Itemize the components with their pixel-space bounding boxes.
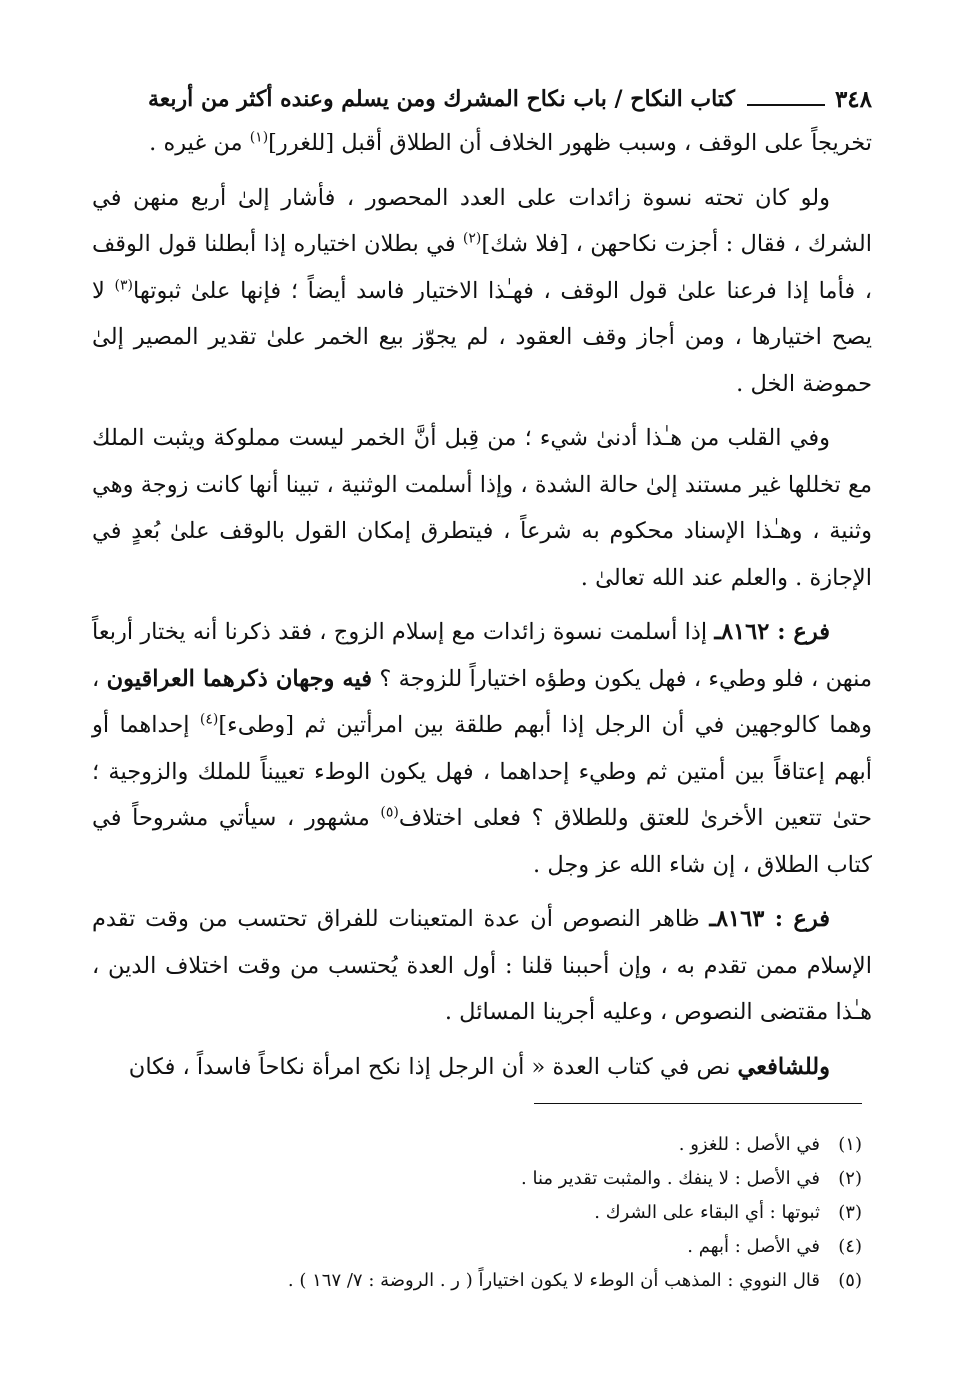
text-run: إحداهما أو أبهم إعتاقاً بين أمتين ثم وطيء إحداهما ، فهل يكون الوطء تعييناً للملك والزوجية ؛ حتىٰ تتعين الأخرىٰ للعتق وللطلاق ؟ فعلى اختلاف [92, 712, 872, 831]
footnote-reference: (٥) [380, 804, 399, 821]
footnote [102, 1196, 862, 1230]
footnote-reference: (٣) [114, 277, 133, 293]
footnote-text: في الأصل : أبهم . [687, 1236, 820, 1257]
bold-term: فرع : ٨١٦٢ـ [714, 619, 830, 645]
bold-term: وللشافعي [737, 1053, 830, 1080]
footnote-reference: (٤) [199, 711, 219, 728]
page-content [92, 78, 872, 1098]
footnote-reference: (٢) [462, 230, 482, 247]
running-title: كتاب النكاح / باب نكاح المشرك ومن يسلم وعنده أكثر من أربعة [148, 86, 735, 112]
footnote [102, 1162, 862, 1196]
running-header [92, 78, 872, 120]
footnotes [102, 1128, 862, 1298]
paragraph [92, 609, 872, 888]
footnote-number: (٢) [838, 1168, 862, 1189]
footnote-text: ثبوتها : أي البقاء على الشرك . [594, 1202, 820, 1223]
bold-term: فيه وجهان ذكرهما العراقيون [106, 665, 373, 692]
footnote-reference: (١) [249, 129, 269, 146]
paragraph [92, 415, 872, 601]
text-run: ولو كان تحته نسوة زائدات على العدد المحصور ، فأشار إلىٰ أربع منهن في الشرك ، فقال : أجزت نكاحهن ، [فلا شك] [92, 184, 872, 257]
page-number: ٣٤٨ [834, 85, 872, 113]
text-run: إذا أسلمت نسوة زائدات مع إسلام الزوج ، فقد ذكرنا أنه يختار أربعاً منهن ، فلو وطيء ، فهل يكون وطؤه اختياراً للزوجة ؟ [92, 619, 872, 692]
text-run: لا يصح اختيارها ، ومن أجاز وقف العقود ، لم يجوّز بيع الخمر علىٰ تقدير المصير إلىٰ حموضة الخل . [92, 277, 872, 397]
footnote [102, 1264, 862, 1298]
footnote-number: (٤) [838, 1236, 862, 1257]
main-text [92, 120, 872, 1090]
paragraph [92, 896, 872, 1036]
header-rule [747, 104, 825, 106]
paragraph [92, 120, 872, 167]
footnote-number: (١) [838, 1134, 862, 1155]
footnote-separator [534, 1103, 862, 1104]
footnote [102, 1128, 862, 1162]
footnote [102, 1230, 862, 1264]
text-run: مشهور ، سيأتي مشروحاً في كتاب الطلاق ، إن شاء الله عز وجل . [92, 805, 872, 878]
footnote-text: قال النووي : المذهب أن الوطء لا يكون اختياراً ( ر . الروضة : ٧/ ١٦٧ ) . [287, 1270, 820, 1291]
text-run: نص في كتاب العدة « أن الرجل إذا نكح امرأة نكاحاً فاسداً ، فكان [128, 1053, 738, 1080]
text-run: ظاهر النصوص أن عدة المتعينات للفراق تحتسب من وقت تقدم الإسلام ممن تقدم به ، وإن أحببنا قلنا : أول العدة يُحتسب من وقت اختلاف الدين ، هـٰذا مقتضى النصوص ، وعليه أجرينا المسائل . [92, 906, 872, 1025]
footnote-number: (٥) [838, 1270, 862, 1291]
text-run: وفي القلب من هـٰذا أدنىٰ شيء ؛ من قِبل أنَّ الخمر ليست مملوكة ويثبت الملك مع تخللها غير مستند إلىٰ حالة الشدة ، وإذا أسلمت الوثنية ، تبينا أنها كانت زوجة وهي وثنية ، وهـٰذا الإسناد محكوم به شرعاً ، فيتطرق إمكان القول بالوقف علىٰ بُعدٍ في الإجازة . والعلم عند الله تعالىٰ . [92, 425, 872, 591]
footnote-number: (٣) [838, 1202, 862, 1223]
text-run: في بطلان اختياره إذا أبطلنا قول الوقف ، فأما إذا فرعنا علىٰ قول الوقف ، فهـٰذا الاختيار فاسد أيضاً ؛ فإنها علىٰ ثبوتها [92, 231, 873, 304]
text-run: ، وهما كالوجهين في أن الرجل إذا أبهم طلقة بين امرأتين ثم [وطىء] [92, 665, 872, 738]
footnote-text: في الأصل : للغزو . [678, 1134, 820, 1155]
paragraph [92, 1044, 872, 1091]
paragraph [92, 175, 872, 408]
bold-term: فرع : ٨١٦٣ـ [709, 906, 830, 932]
text-run: من غيره . [149, 130, 250, 156]
text-run: تخريجاً على الوقف ، وسبب ظهور الخلاف أن الطلاق أقبل [للغرر] [268, 130, 872, 156]
footnote-text: في الأصل : لا ينفك . والمثبت تقدير منا . [521, 1168, 820, 1189]
